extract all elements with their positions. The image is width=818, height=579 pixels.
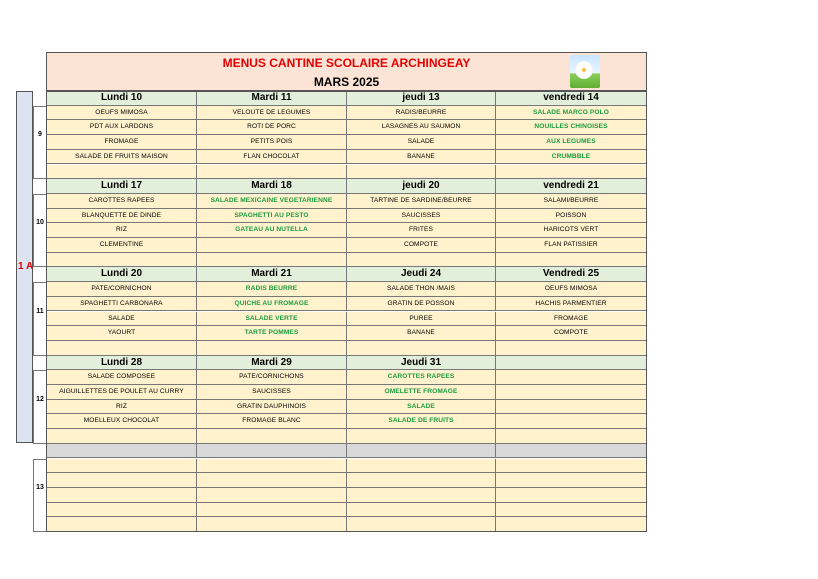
day-header: Mardi 11 <box>197 91 347 106</box>
menu-item: SALADE <box>347 400 496 415</box>
menu-item <box>496 473 647 488</box>
menu-item: OMELETTE FROMAGE <box>347 385 496 400</box>
menu-item: MOELLEUX CHOCOLAT <box>47 414 197 429</box>
menu-item <box>347 517 496 532</box>
menu-item: RIZ <box>47 400 197 415</box>
menu-item: SALADE MARCO POLO <box>496 106 647 121</box>
menu-row <box>47 326 647 341</box>
menu-item: SALADE DE FRUITS MAISON <box>47 150 197 165</box>
day-header: vendredi 21 <box>496 179 647 194</box>
menu-item: PETITS POIS <box>197 135 347 150</box>
menu-item: OEUFS MIMOSA <box>47 106 197 121</box>
menu-item <box>197 503 347 518</box>
menu-item <box>347 503 496 518</box>
header-band <box>46 52 647 91</box>
menu-item: FLAN CHOCOLAT <box>197 150 347 165</box>
week-number: 13 <box>36 483 44 491</box>
menu-row <box>47 135 647 150</box>
menu-item <box>347 429 496 444</box>
menu-item: GRATIN DE POSSON <box>347 297 496 312</box>
menu-item: SALADE <box>47 312 197 327</box>
menu-item: SAUCISSES <box>197 385 347 400</box>
menu-item <box>496 400 647 415</box>
menu-item <box>496 165 647 180</box>
menu-item <box>496 517 647 532</box>
menu-item: AUX LEGUMES <box>496 135 647 150</box>
menu-item <box>496 341 647 356</box>
week-number: 10 <box>36 219 44 227</box>
menu-row <box>47 165 647 180</box>
menu-item <box>47 517 197 532</box>
menu-row <box>47 503 647 518</box>
day-header: Lundi 28 <box>47 356 197 371</box>
menu-row <box>47 341 647 356</box>
menu-row <box>47 120 647 135</box>
day-header: vendredi 14 <box>496 91 647 106</box>
menu-row <box>47 370 647 385</box>
menu-item: FROMAGE <box>496 312 647 327</box>
page-title: MENUS CANTINE SCOLAIRE ARCHINGEAY <box>222 56 471 70</box>
menu-item: BLANQUETTE DE DINDE <box>47 209 197 224</box>
menu-item: COMPOTE <box>347 238 496 253</box>
menu-item <box>197 238 347 253</box>
day-header: Jeudi 31 <box>347 356 496 371</box>
menu-row <box>47 517 647 532</box>
week-number: 12 <box>36 395 44 403</box>
menu-row <box>47 253 647 268</box>
menu-item: GRATIN DAUPHINOIS <box>197 400 347 415</box>
menu-row <box>47 150 647 165</box>
menu-row <box>47 282 647 297</box>
menu-item: CLEMENTINE <box>47 238 197 253</box>
menu-item <box>347 253 496 268</box>
menu-row <box>47 209 647 224</box>
menu-item <box>47 473 197 488</box>
menu-row <box>47 312 647 327</box>
menu-item <box>47 488 197 503</box>
menu-item: PUREE <box>347 312 496 327</box>
menu-item: QUICHE AU FROMAGE <box>197 297 347 312</box>
menu-item: RIZ <box>47 223 197 238</box>
menu-item <box>197 429 347 444</box>
menu-item: SALADE DE FRUITS <box>347 414 496 429</box>
menu-item: FLAN PATISSIER <box>496 238 647 253</box>
flower-center <box>582 68 586 72</box>
day-header: Vendredi 25 <box>496 267 647 282</box>
menu-row <box>47 238 647 253</box>
week-column <box>33 282 47 356</box>
menu-item <box>197 165 347 180</box>
menu-row <box>47 429 647 444</box>
menu-item <box>496 503 647 518</box>
menu-item: BANANE <box>347 150 496 165</box>
menu-item: BANANE <box>347 326 496 341</box>
menu-item: POISSON <box>496 209 647 224</box>
menu-item: OEUFS MIMOSA <box>496 282 647 297</box>
menu-item <box>197 253 347 268</box>
menu-item: YAOURT <box>47 326 197 341</box>
menu-item <box>47 341 197 356</box>
menu-row <box>47 385 647 400</box>
menu-item <box>347 165 496 180</box>
menu-item <box>496 385 647 400</box>
day-header <box>496 356 647 371</box>
menu-item: PATE/CORNICHONS <box>197 370 347 385</box>
menu-item <box>347 488 496 503</box>
menu-item: SALADE VERTE <box>197 312 347 327</box>
day-header <box>347 444 496 459</box>
week-number: 11 <box>36 307 44 315</box>
page-subtitle: MARS 2025 <box>313 75 380 89</box>
day-header: jeudi 20 <box>347 179 496 194</box>
menu-item <box>496 488 647 503</box>
menu-item: PDT AUX LARDONS <box>47 120 197 135</box>
menu-item: SAUCISSES <box>347 209 496 224</box>
menu-row <box>47 223 647 238</box>
week-column <box>33 370 47 444</box>
menu-item <box>347 341 496 356</box>
day-header: Jeudi 24 <box>347 267 496 282</box>
menu-row <box>47 106 647 121</box>
menu-item: COMPOTE <box>496 326 647 341</box>
menu-item <box>496 414 647 429</box>
menu-item <box>347 459 496 474</box>
menu-item <box>197 488 347 503</box>
day-header <box>496 444 647 459</box>
menu-item: SPAGHETTI CARBONARA <box>47 297 197 312</box>
menu-item: NOUILLES CHINOISES <box>496 120 647 135</box>
menu-item: FRITES <box>347 223 496 238</box>
menu-item <box>47 165 197 180</box>
day-header-row <box>47 356 647 371</box>
menu-item <box>347 473 496 488</box>
menu-item: SALADE <box>347 135 496 150</box>
day-header-row <box>47 267 647 282</box>
menu-item <box>197 341 347 356</box>
flower-logo-icon <box>570 55 600 88</box>
day-header-row <box>47 179 647 194</box>
week-column <box>33 194 47 268</box>
menu-item: GATEAU AU NUTELLA <box>197 223 347 238</box>
day-header: Lundi 10 <box>47 91 197 106</box>
week-column <box>33 106 47 180</box>
menu-item: HACHIS PARMENTIER <box>496 297 647 312</box>
menu-item <box>496 459 647 474</box>
menu-item: CAROTTES RAPEES <box>47 194 197 209</box>
menu-item: LASAGNES AU SAUMON <box>347 120 496 135</box>
menu-item: RADIS/BEURRE <box>347 106 496 121</box>
menu-item: VELOUTE DE LEGUMES <box>197 106 347 121</box>
day-header <box>47 444 197 459</box>
day-header <box>197 444 347 459</box>
day-header-row <box>47 91 647 106</box>
month-label: 1 A <box>18 261 34 272</box>
day-header: jeudi 13 <box>347 91 496 106</box>
menu-row <box>47 473 647 488</box>
menu-item: CRUMBBLE <box>496 150 647 165</box>
menu-item: HARICOTS VERT <box>496 223 647 238</box>
day-header: Lundi 17 <box>47 179 197 194</box>
menu-item: SALADE COMPOSEE <box>47 370 197 385</box>
menu-item: SALADE MEXICAINE VEGETARIENNE <box>197 194 347 209</box>
menu-item: SALAMI/BEURRE <box>496 194 647 209</box>
menu-item: CAROTTES RAPEES <box>347 370 496 385</box>
day-header: Lundi 20 <box>47 267 197 282</box>
menu-item: TARTINE DE SARDINE/BEURRE <box>347 194 496 209</box>
menu-item <box>47 503 197 518</box>
menu-item <box>197 473 347 488</box>
menu-row <box>47 297 647 312</box>
menu-item <box>197 517 347 532</box>
menu-item: FROMAGE <box>47 135 197 150</box>
menu-row <box>47 459 647 474</box>
menu-item <box>47 459 197 474</box>
menu-row <box>47 488 647 503</box>
menu-item <box>47 429 197 444</box>
day-header-row <box>47 444 647 459</box>
menu-item: SPAGHETTI AU PESTO <box>197 209 347 224</box>
menu-item <box>496 370 647 385</box>
menu-item <box>496 253 647 268</box>
menu-row <box>47 194 647 209</box>
menu-item: RADIS BEURRE <box>197 282 347 297</box>
menu-item <box>47 253 197 268</box>
menu-item: ROTI DE PORC <box>197 120 347 135</box>
menu-item: AIGUILLETTES DE POULET AU CURRY <box>47 385 197 400</box>
menu-item: PATE/CORNICHON <box>47 282 197 297</box>
menu-row <box>47 414 647 429</box>
day-header: Mardi 21 <box>197 267 347 282</box>
week-number: 9 <box>38 131 42 139</box>
menu-item: TARTE POMMES <box>197 326 347 341</box>
menu-item <box>496 429 647 444</box>
day-header: Mardi 18 <box>197 179 347 194</box>
menu-row <box>47 400 647 415</box>
menu-item: SALADE THON /MAIS <box>347 282 496 297</box>
menu-item <box>197 459 347 474</box>
week-column <box>33 459 47 533</box>
day-header: Mardi 29 <box>197 356 347 371</box>
menu-item: FROMAGE BLANC <box>197 414 347 429</box>
